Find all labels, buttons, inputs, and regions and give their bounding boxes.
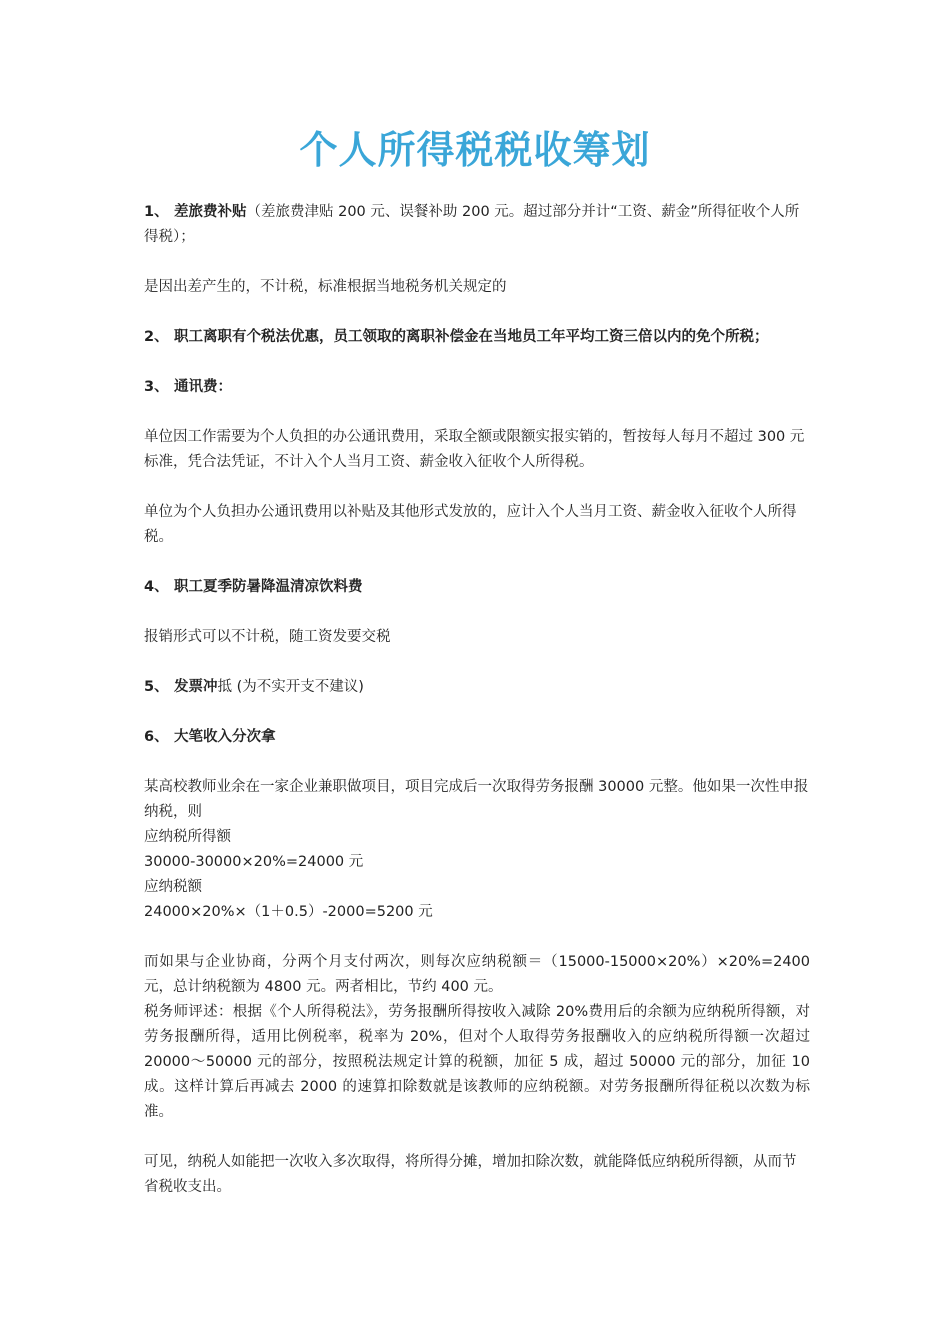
item-3-number: 3、: [144, 379, 169, 395]
item-6-para-2: 而如果与企业协商，分两个月支付两次，则每次应纳税额＝（15000-15000×20%）×20%=2400 元，总计纳税额为 4800 元。两者相比，节约 400 元。: [144, 954, 810, 995]
item-6-para-4: 可见，纳税人如能把一次收入多次取得，将所得分摊，增加扣除次数，就能降低应纳税所得额，从而节省税收支出。: [144, 1154, 797, 1195]
item-1-title: 差旅费补贴: [174, 204, 247, 220]
item-6-title: 大笔收入分次拿: [174, 729, 276, 745]
item-5-heading: [144, 675, 810, 700]
item-2-heading: [144, 325, 810, 350]
item-1-note: （差旅费津贴 200 元、误餐补助 200 元。超过部分并计“工资、薪金”所得征收个人所得税）；: [144, 204, 800, 245]
item-3-para-2: 单位为个人负担办公通讯费用以补贴及其他形式发放的，应计入个人当月工资、薪金收入征收个人所得税。: [144, 504, 797, 545]
item-2-number: 2、: [144, 329, 169, 345]
item-3-title: 通讯费：: [174, 379, 232, 395]
item-4-number: 4、: [144, 579, 169, 595]
item-5-number: 5、: [144, 679, 169, 695]
item-6-para-3: 税务师评述：根据《个人所得税法》，劳务报酬所得按收入减除 20%费用后的余额为应纳税所得额，对劳务报酬所得，适用比例税率，税率为 20%，但对个人取得劳务报酬收入的应纳税所得额一次超过 20000～50000 元的部分，按照税法规定计算的税额，加征 5 成，超过 50000 元的部分，加征 10 成。这样计算后再减去 2000 的速算扣除数就是该教师的应纳税额。对劳务报酬所得征税以次数为标准。: [144, 1004, 810, 1120]
item-1-heading: [144, 200, 810, 250]
item-4-heading: [144, 575, 810, 600]
page-title: 个人所得税税收筹划: [299, 128, 651, 172]
item-2-title: 职工离职有个税法优惠，员工领取的离职补偿金在当地员工年平均工资三倍以内的免个所税；: [174, 329, 769, 345]
item-5-title-rest: 抵 (为不实开支不建议): [217, 679, 364, 695]
item-4-body: 报销形式可以不计税，随工资发要交税: [144, 629, 391, 645]
item-6-line-2: 30000-30000×20%=24000 元: [144, 854, 364, 870]
item-6-line-4: 24000×20%×（1＋0.5）-2000=5200 元: [144, 904, 433, 920]
item-3-para-1: 单位因工作需要为个人负担的办公通讯费用，采取全额或限额实报实销的，暂按每人每月不超过 300 元标准，凭合法凭证，不计入个人当月工资、薪金收入征收个人所得税。: [144, 429, 805, 470]
item-6-number: 6、: [144, 729, 169, 745]
item-6-line-3: 应纳税额: [144, 879, 202, 895]
item-4-title: 职工夏季防暑降温清凉饮料费: [174, 579, 363, 595]
item-1-body: 是因出差产生的，不计税，标准根据当地税务机关规定的: [144, 279, 507, 295]
item-3-heading: [144, 375, 810, 400]
document-body: [144, 200, 810, 1200]
item-6-heading: [144, 725, 810, 750]
item-5-title-bold: 发票冲: [174, 679, 218, 695]
item-6-para-1: 某高校教师业余在一家企业兼职做项目，项目完成后一次取得劳务报酬 30000 元整。他如果一次性申报纳税，则: [144, 779, 809, 820]
item-6-line-1: 应纳税所得额: [144, 829, 231, 845]
item-1-number: 1、: [144, 204, 169, 220]
